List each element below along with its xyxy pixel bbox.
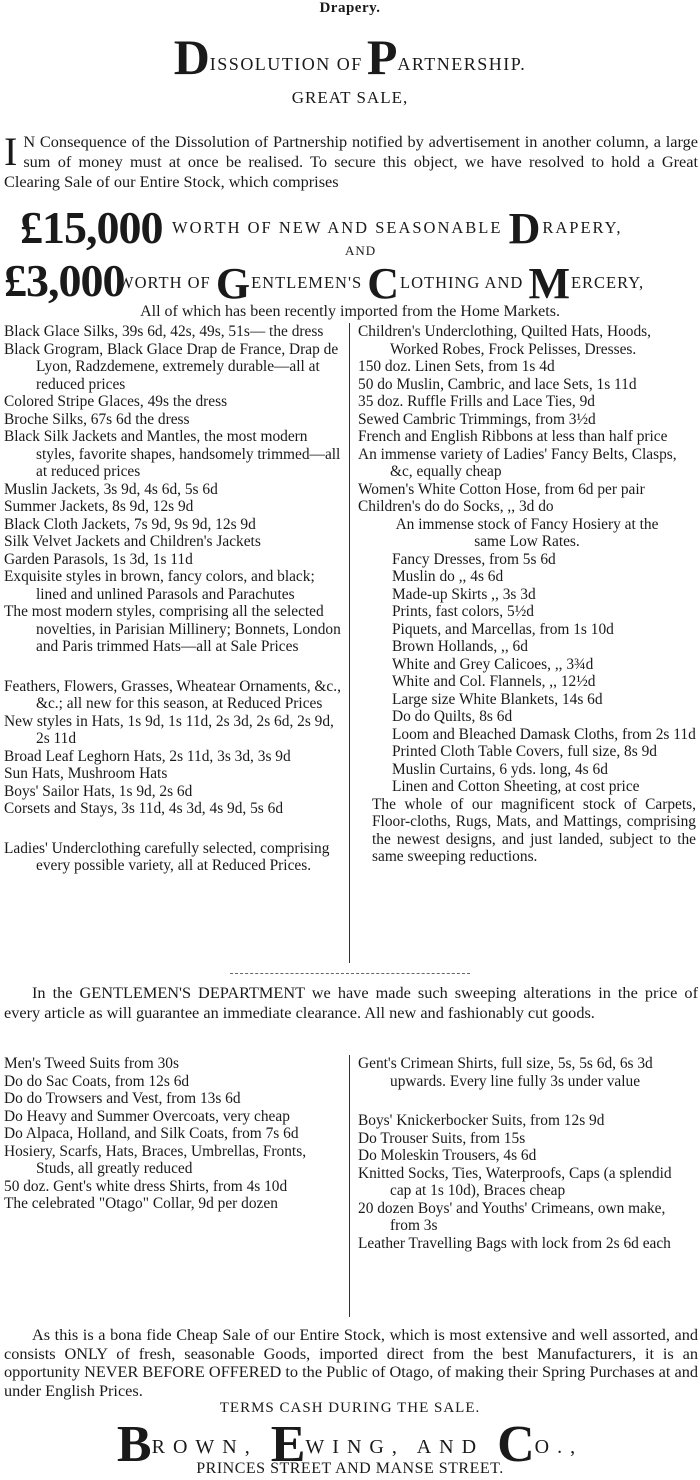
left-item-list-2 <box>4 678 342 818</box>
signature-cap-3: C <box>497 1416 535 1473</box>
list-item: Piquets, and Marcellas, from 1s 10d <box>392 620 614 638</box>
offer1-line <box>172 204 623 253</box>
list-item: White and Grey Calicoes, ,, 3¾d <box>392 655 594 673</box>
list-item: 20 dozen Boys' and Youths' Crimeans, own make, from 3s <box>358 1199 666 1234</box>
list-item: Do Moleskin Trousers, 4s 6d <box>358 1147 537 1164</box>
list-item: Printed Cloth Table Covers, full size, 8s 9d <box>392 743 657 760</box>
intro-dropcap: I <box>4 129 18 174</box>
list-item: Fancy Dresses, from 5s 6d <box>392 550 556 568</box>
list-item: Corsets and Stays, 3s 11d, 4s 3d, 4s 9d, 5s 6d <box>4 800 284 817</box>
list-item: 50 do Muslin, Cambric, and lace Sets, 1s 11d <box>358 375 637 393</box>
list-item: Muslin do ,, 4s 6d <box>392 568 504 585</box>
offer2-t3: ERCERY, <box>570 273 645 292</box>
list-item: Silk Velvet Jackets and Children's Jackets <box>4 533 261 550</box>
left-column <box>4 323 342 875</box>
offer1-rest: RAPERY, <box>542 218 623 237</box>
list-item: Children's Underclothing, Quilted Hats, Hoods, Worked Robes, Frock Pelisses, Dresses. <box>358 323 652 358</box>
list-item: French and English Ribbons at less than half price <box>358 428 668 445</box>
list-item: Women's White Cotton Hose, from 6d per pair <box>358 480 645 498</box>
intro-paragraph <box>4 129 698 192</box>
list-item: Do do Trowsers and Vest, from 13s 6d <box>4 1090 241 1107</box>
gentlemen-left-list <box>4 1055 342 1213</box>
list-item: Made-up Skirts ,, 3s 3d <box>392 585 536 603</box>
list-item: Brown Hollands, ,, 6d <box>392 638 528 655</box>
list-item: Gent's Crimean Shirts, full size, 5s, 5s 6d, 6s 3d upwards. Every line fully 3s under value <box>358 1055 653 1090</box>
headline-text-1: ISSOLUTION OF <box>209 54 363 74</box>
gentlemen-right-list <box>358 1055 696 1090</box>
right-column <box>358 323 696 866</box>
column-divider <box>349 323 350 963</box>
gentlemen-left-column <box>4 1055 342 1213</box>
address-line: PRINCES STREET AND MANSE STREET. <box>196 1460 504 1477</box>
offer2-t1: ENTLEMEN'S <box>251 273 363 292</box>
list-item: White and Col. Flannels, ,, 12½d <box>392 673 596 690</box>
list-item: Ladies' Underclothing carefully selected, comprising every possible variety, all at Reduced Prices. <box>4 839 330 874</box>
headline-cap-2: P <box>366 29 398 85</box>
right-center-note: An immense stock of Fancy Hosiery at the same Low Rates. <box>395 515 659 550</box>
closing-paragraph: As this is a bona fide Cheap Sale of our Entire Stock, which is most extensive and well assorted, and consists ONLY of fresh, seasonable Goods, imported direct from the best Manufacturers, it is an opportunity NEVER BEFORE OFFERED to the Public of Otago, of making their Spring Purchases at and under English Prices. <box>4 1325 698 1400</box>
list-item: Muslin Curtains, 6 yds. long, 4s 6d <box>392 760 608 778</box>
list-item: 150 doz. Linen Sets, from 1s 4d <box>358 358 555 375</box>
offer1-amount: £15,000 <box>20 202 163 253</box>
list-item: Prints, fast colors, 5½d <box>392 603 534 620</box>
offer-and: AND <box>345 243 377 258</box>
divider-rule <box>230 973 470 974</box>
right-item-list-2 <box>358 551 696 796</box>
list-item: Muslin Jackets, 3s 9d, 4s 6d, 5s 6d <box>4 480 218 498</box>
signature-cap-1: B <box>116 1416 152 1473</box>
offer2-line <box>118 259 645 308</box>
headline-cap-1: D <box>173 29 210 85</box>
list-item: Sun Hats, Mushroom Hats <box>4 765 168 782</box>
imported-line: All of which has been recently imported from the Home Markets. <box>140 303 560 320</box>
list-item: Black Grogram, Black Glace Drap de France, Drap de Lyon, Radzdemene, extremely durable—all at reduced prices <box>4 340 339 393</box>
offer2-t2: LOTHING AND <box>400 273 524 292</box>
list-item: Do Trouser Suits, from 15s <box>358 1129 526 1147</box>
list-item: Broche Silks, 67s 6d the dress <box>4 410 190 428</box>
gentlemen-right-column <box>358 1055 696 1252</box>
list-item: Do Heavy and Summer Overcoats, very cheap <box>4 1107 290 1125</box>
signature-t3: O., <box>534 1436 584 1458</box>
list-item: New styles in Hats, 1s 9d, 1s 11d, 2s 3d, 2s 6d, 2s 9d, 2s 11d <box>4 712 334 747</box>
list-item: Garden Parasols, 1s 3d, 1s 11d <box>4 550 193 568</box>
offer1-cap: D <box>508 204 543 253</box>
list-item: 50 doz. Gent's white dress Shirts, from 4s 10d <box>4 1177 288 1195</box>
section-heading: Drapery. <box>319 0 381 16</box>
headline <box>0 29 700 85</box>
list-item: Children's do do Socks, ,, 3d do <box>358 498 554 515</box>
list-item: Do do Sac Coats, from 12s 6d <box>4 1072 190 1090</box>
list-item: Black Glace Silks, 39s 6d, 42s, 49s, 51s— the dress <box>4 323 324 340</box>
signature-t2: WING, AND <box>305 1436 485 1458</box>
list-item: The most modern styles, comprising all the selected novelties, in Parisian Millinery; Bonnets, London and Paris trimmed Hats—all at Sale Prices <box>4 603 341 655</box>
right-item-list <box>358 323 696 516</box>
signature-t1: ROWN, <box>151 1436 258 1458</box>
offer2-cap1: G <box>215 259 252 308</box>
offer2-cap2: C <box>367 259 401 308</box>
list-item: An immense variety of Ladies' Fancy Belts, Clasps, &c, equally cheap <box>358 445 677 480</box>
list-item: Black Cloth Jackets, 7s 9d, 9s 9d, 12s 9d <box>4 515 256 533</box>
headline-text-2: ARTNERSHIP. <box>397 54 527 74</box>
list-item: Summer Jackets, 8s 9d, 12s 9d <box>4 498 194 515</box>
list-item: Exquisite styles in brown, fancy colors, and black; lined and unlined Parasols and Parachutes <box>4 568 315 603</box>
intro-text: N Consequence of the Dissolution of Partnership notified by advertisement in another column, a large sum of money must at once be realised. To secure this object, we have resolved to hold a Great Clearing Sale of our Entire Stock, which comprises <box>4 132 698 191</box>
list-item: Do do Quilts, 8s 6d <box>392 708 513 725</box>
list-item: Feathers, Flowers, Grasses, Wheatear Ornaments, &c., &c.; all new for this season, at Reduced Prices <box>4 677 341 712</box>
offer2-cap3: M <box>528 259 571 308</box>
gentlemen-column-divider <box>349 1055 350 1317</box>
list-item: Boys' Knickerbocker Suits, from 12s 9d <box>358 1112 605 1129</box>
list-item: The celebrated "Otago" Collar, 9d per dozen <box>4 1195 278 1212</box>
gentlemen-paragraph: In the GENTLEMEN'S DEPARTMENT we have made such sweeping alterations in the price of every article as will guarantee an immediate clearance. All new and fashionably cut goods. <box>4 983 698 1022</box>
list-item: Large size White Blankets, 14s 6d <box>392 690 603 708</box>
list-item: Knitted Socks, Ties, Waterproofs, Caps (a splendid cap at 1s 10d), Braces cheap <box>358 1164 672 1199</box>
list-item: Boys' Sailor Hats, 1s 9d, 2s 6d <box>4 782 193 800</box>
list-item: Black Silk Jackets and Mantles, the most modern styles, favorite shapes, handsomely trimmed—all at reduced prices <box>4 428 341 480</box>
signature-cap-2: E <box>270 1416 306 1473</box>
list-item: Linen and Cotton Sheeting, at cost price <box>392 778 640 795</box>
left-item-list <box>4 323 342 656</box>
list-item: Colored Stripe Glaces, 49s the dress <box>4 393 228 410</box>
gentlemen-right-list-2 <box>358 1112 696 1252</box>
list-item: Do Alpaca, Holland, and Silk Coats, from 7s 6d <box>4 1125 299 1142</box>
terms-line: TERMS CASH DURING THE SALE. <box>219 1400 481 1416</box>
list-item: Leather Travelling Bags with lock from 2s 6d each <box>358 1234 671 1252</box>
subheadline: GREAT SALE, <box>291 88 409 107</box>
list-item: 35 doz. Ruffle Frills and Lace Ties, 9d <box>358 393 595 410</box>
offer1-text: WORTH OF NEW AND SEASONABLE <box>172 218 503 237</box>
list-item: Hosiery, Scarfs, Hats, Braces, Umbrellas, Fronts, Studs, all greatly reduced <box>4 1142 307 1177</box>
offer2-w1: WORTH OF <box>118 273 211 292</box>
offer2-amount: £3,000 <box>4 255 125 306</box>
list-item: Broad Leaf Leghorn Hats, 2s 11d, 3s 3d, 3s 9d <box>4 747 291 765</box>
list-item: Sewed Cambric Trimmings, from 3½d <box>358 410 596 428</box>
carpets-paragraph: The whole of our magnificent stock of Carpets, Floor-cloths, Rugs, Mats, and Mattings, comprising the newest designs, and just landed, subject to the same sweeping reductions. <box>372 795 696 865</box>
list-item: Men's Tweed Suits from 30s <box>4 1055 179 1072</box>
list-item: Loom and Bleached Damask Cloths, from 2s 11d <box>392 725 696 743</box>
left-item-list-3 <box>4 840 342 875</box>
